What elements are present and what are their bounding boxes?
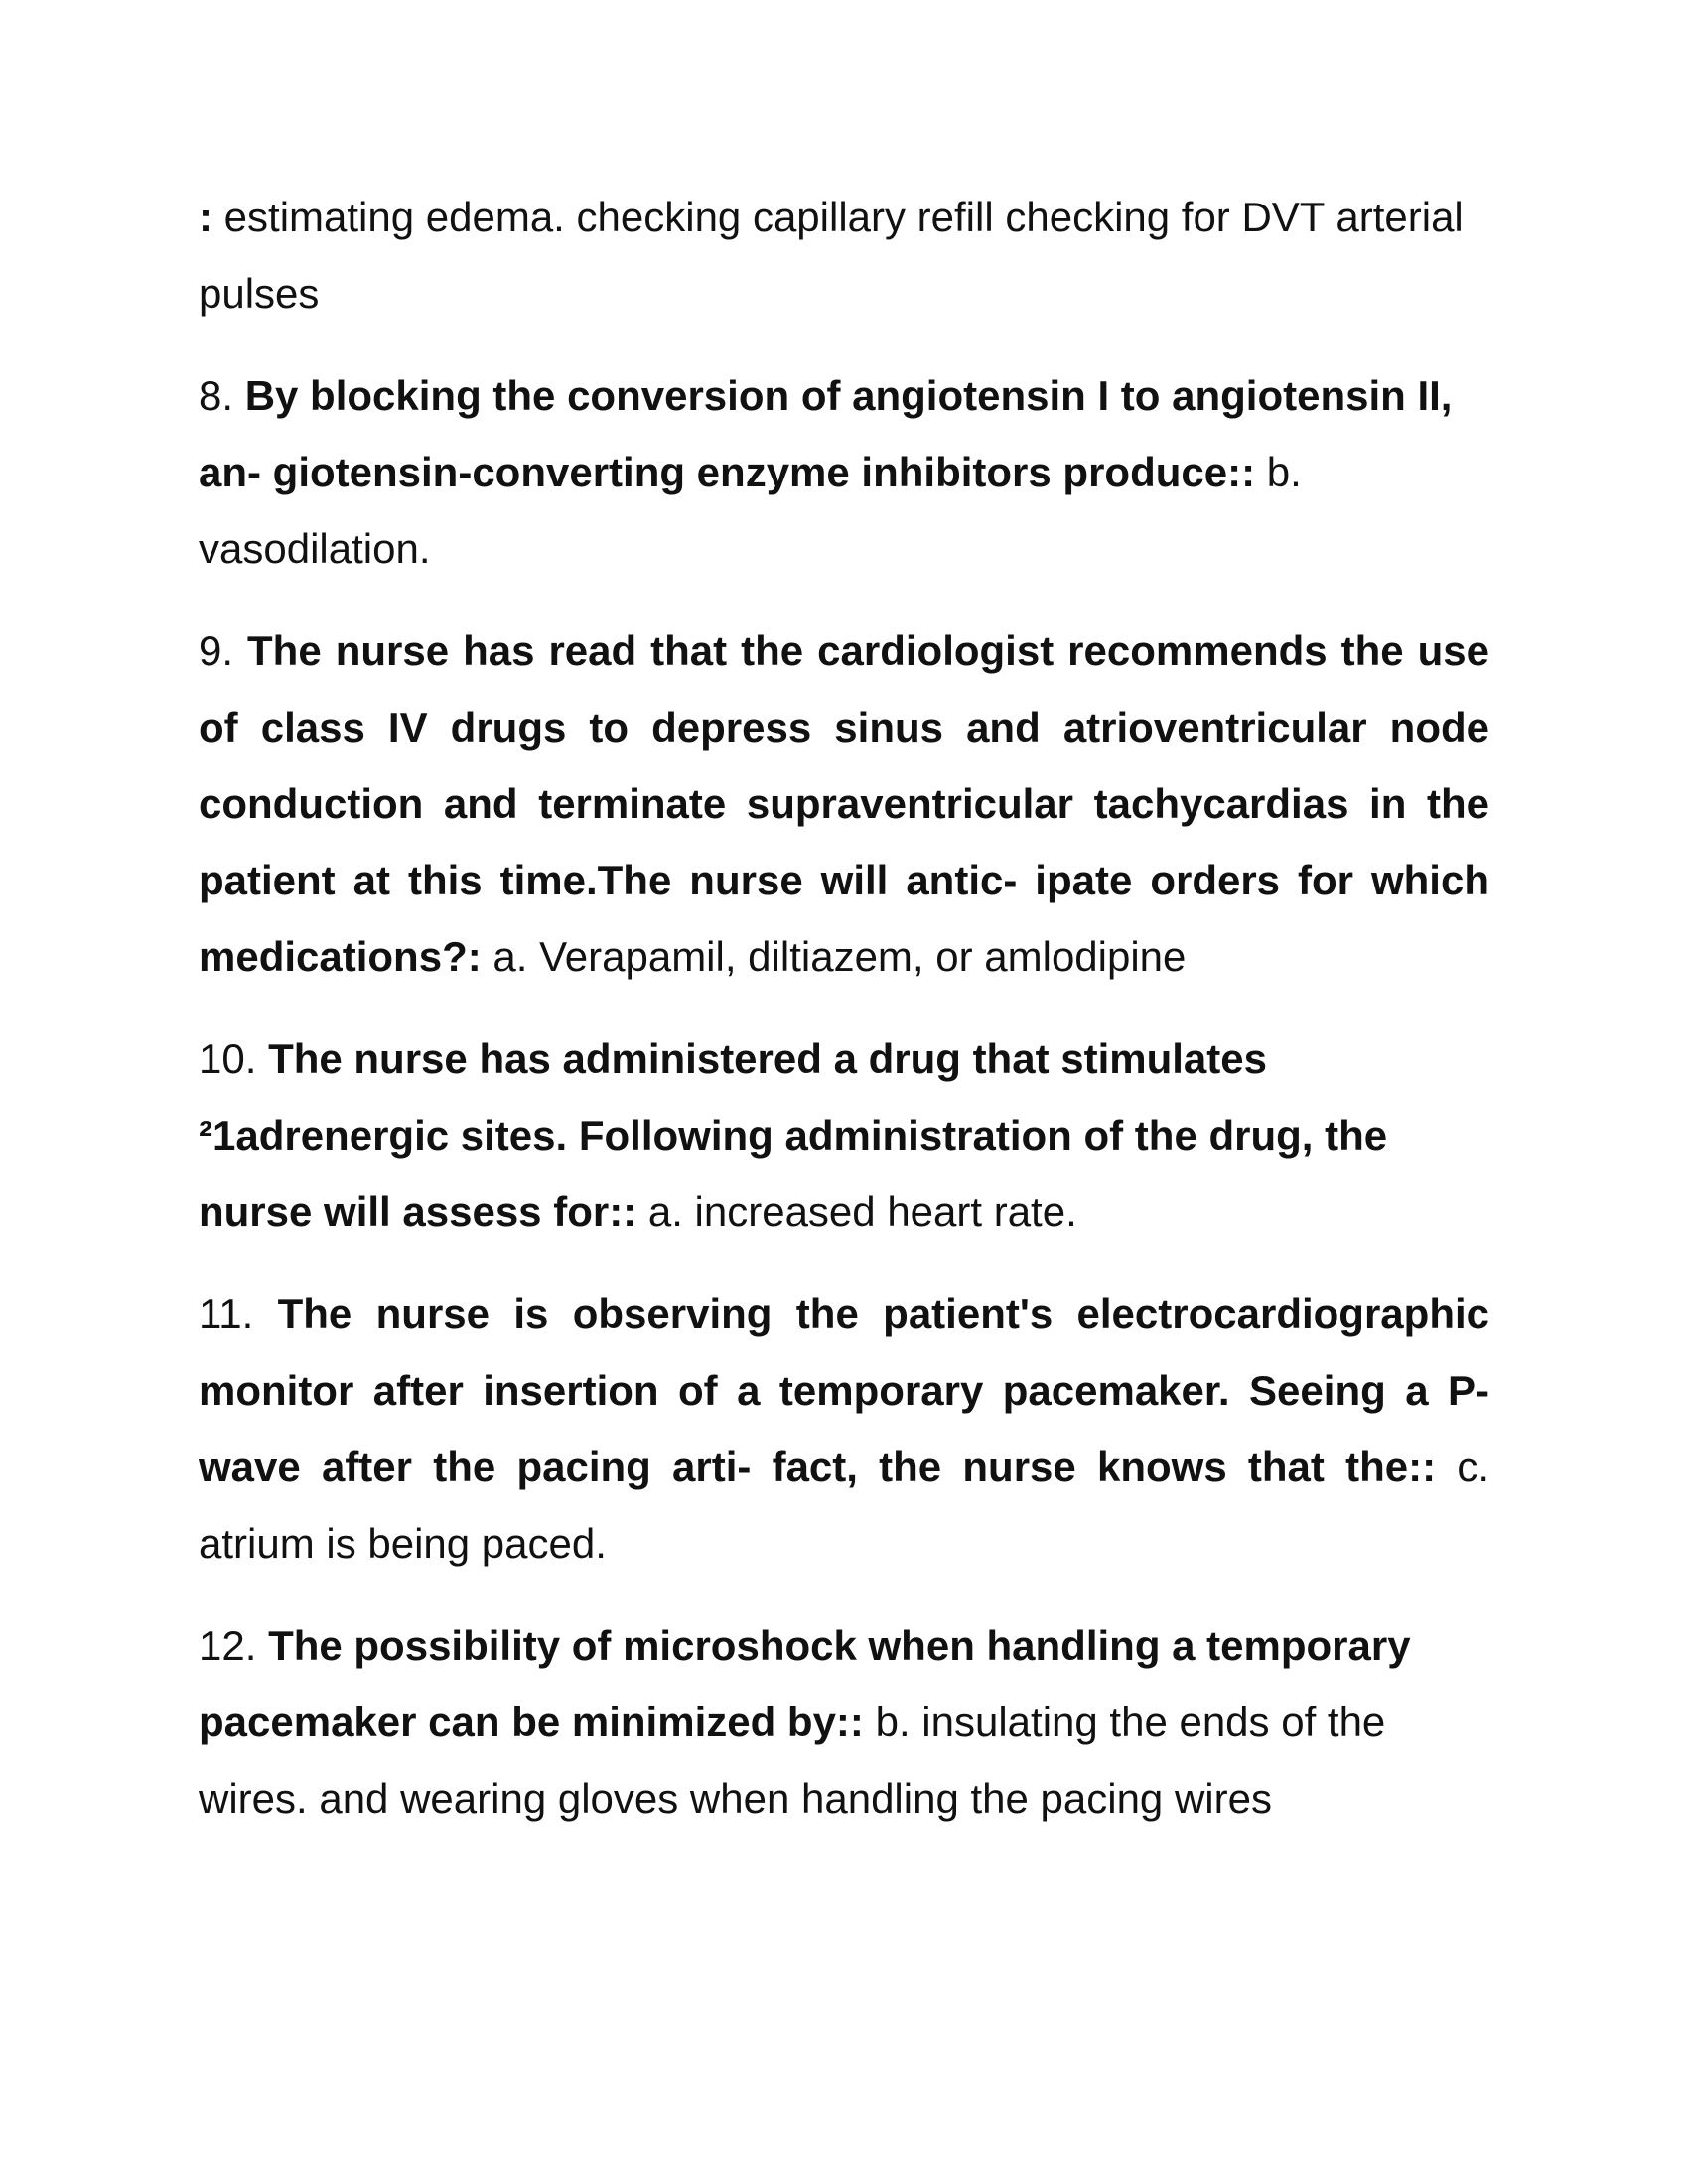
question-item-9 [199, 613, 1489, 995]
question-text: The nurse has administered a drug that stimulates ²1adrenergic sites. Following administration of the drug, the nurse will assess for:: [199, 1035, 1388, 1235]
question-text: The nurse is observing the patient's electrocardiographic monitor after insertion of a temporary pacemaker. Seeing a P- wave after the pacing arti- fact, the nurse knows that the:: [199, 1291, 1489, 1490]
question-text: The possibility of microshock when handling a temporary pacemaker can be minimized by:: [199, 1622, 1411, 1745]
question-number: 8. [199, 372, 245, 419]
question-text: The nurse has read that the cardiologist recommends the use of class IV drugs to depress sinus and atrioventricular node conduction and terminate supraventricular tachycardias in the patient at this time.The nurse will antic- ipate orders for which medications?: [199, 627, 1489, 980]
document-page [199, 179, 1489, 1862]
answer-text: a. increased heart rate. [636, 1188, 1077, 1235]
answer-text: a. Verapamil, diltiazem, or amlodipine [481, 933, 1187, 980]
question-item-8 [199, 357, 1489, 587]
answer-text: b. insulating the ends of the wires. and wearing gloves when handling the pacing wires [199, 1699, 1386, 1822]
question-number: 12. [199, 1622, 269, 1669]
answer-text: c. atrium is being paced. [199, 1443, 1489, 1567]
question-number: 10. [199, 1035, 269, 1082]
question-item-10 [199, 1021, 1489, 1250]
question-item-12 [199, 1607, 1489, 1837]
question-number: 11. [199, 1291, 278, 1337]
question-number: 9. [199, 627, 248, 674]
intro-answer: estimating edema. checking capillary refill checking for DVT arterial pulses [199, 194, 1464, 317]
question-item-11 [199, 1276, 1489, 1581]
question-text: By blocking the conversion of angiotensin I to angiotensin II, an- giotensin-converting enzyme inhibitors produce:: [199, 372, 1453, 495]
answer-text: b. vasodilation. [199, 449, 1302, 572]
intro-label: : [199, 194, 212, 240]
intro-answer-paragraph [199, 179, 1489, 332]
